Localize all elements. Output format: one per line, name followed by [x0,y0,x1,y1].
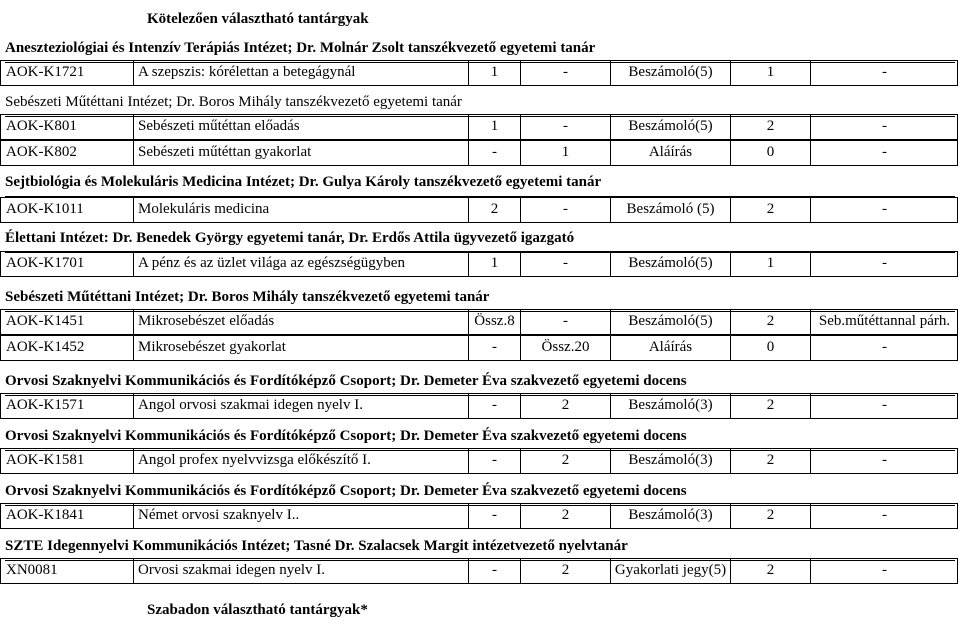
table-row [0,503,958,529]
row-right-border [957,394,958,418]
section-header: Orvosi Szaknyelvi Kommunikációs és Fordítóképző Csoport; Dr. Demeter Éva szakvezető egyetemi docens [5,426,955,451]
table-row [0,393,958,419]
row-right-border [957,252,958,276]
section-header: Sejtbiológia és Molekuláris Medicina Intézet; Dr. Gulya Károly tanszékvezető egyetemi tanár [5,172,955,197]
cell-gy: 2 [520,449,610,473]
cell-ea: 1 [468,115,520,139]
cell-ev: Aláírás [610,336,730,360]
cell-kr: 2 [730,310,810,334]
row-right-border [957,449,958,473]
cell-ev: Beszámoló(5) [610,310,730,334]
cell-kr: 1 [730,252,810,276]
cell-code: AOK-K802 [0,141,133,165]
cell-ea: - [468,394,520,418]
cell-name: Német orvosi szaknyelv I.. [133,504,468,528]
cell-gy: 2 [520,504,610,528]
cell-el: - [810,198,958,222]
cell-gy: 2 [520,559,610,583]
cell-code: XN0081 [0,559,133,583]
cell-ev: Beszámoló(3) [610,449,730,473]
cell-kr: 2 [730,504,810,528]
cell-code: AOK-K1841 [0,504,133,528]
cell-kr: 2 [730,198,810,222]
cell-ea: - [468,141,520,165]
row-right-border [957,310,958,334]
row-right-border [957,504,958,528]
cell-kr: 2 [730,449,810,473]
table-row [0,251,958,277]
cell-name: Sebészeti műtéttan gyakorlat [133,141,468,165]
cell-ea: - [468,504,520,528]
table-row [0,114,958,140]
cell-ev: Beszámoló(5) [610,252,730,276]
cell-name: A szepszis: kórélettan a betegágynál [133,61,468,85]
cell-ea: - [468,559,520,583]
table-row [0,197,958,223]
cell-gy: - [520,61,610,85]
cell-gy: - [520,252,610,276]
cell-name: Orvosi szakmai idegen nyelv I. [133,559,468,583]
table-row [0,558,958,584]
cell-el: - [810,141,958,165]
section-header: Sebészeti Műtéttani Intézet; Dr. Boros Mihály tanszékvezető egyetemi tanár [5,287,955,312]
heading-required-electives: Kötelezően választható tantárgyak [147,11,369,27]
cell-gy: - [520,310,610,334]
cell-code: AOK-K1011 [0,198,133,222]
cell-el: - [810,252,958,276]
cell-code: AOK-K1452 [0,336,133,360]
row-right-border [957,141,958,165]
cell-gy: Össz.20 [520,336,610,360]
table-row [0,309,958,335]
cell-el: - [810,394,958,418]
cell-kr: 2 [730,559,810,583]
cell-el: - [810,61,958,85]
row-right-border [957,336,958,360]
cell-el: - [810,504,958,528]
cell-ev: Beszámoló (5) [610,198,730,222]
heading-free-electives: Szabadon választható tantárgyak* [147,602,368,618]
cell-el: - [810,559,958,583]
cell-ea: - [468,336,520,360]
section-header: Orvosi Szaknyelvi Kommunikációs és Fordítóképző Csoport; Dr. Demeter Éva szakvezető egyetemi docens [5,481,955,506]
cell-gy: - [520,115,610,139]
cell-el: Seb.műtéttannal párh. [810,310,958,334]
cell-kr: 2 [730,115,810,139]
cell-code: AOK-K1701 [0,252,133,276]
cell-code: AOK-K1451 [0,310,133,334]
cell-ea: Össz.8 [468,310,520,334]
cell-el: - [810,449,958,473]
cell-gy: 2 [520,394,610,418]
section-header: Sebészeti Műtéttani Intézet; Dr. Boros Mihály tanszékvezető egyetemi tanár [5,92,955,117]
cell-code: AOK-K801 [0,115,133,139]
cell-ea: - [468,449,520,473]
cell-ea: 1 [468,61,520,85]
cell-name: Mikrosebészet gyakorlat [133,336,468,360]
cell-gy: - [520,198,610,222]
cell-ev: Beszámoló(3) [610,394,730,418]
cell-ev: Gyakorlati jegy(5) [610,559,730,583]
cell-gy: 1 [520,141,610,165]
cell-ea: 2 [468,198,520,222]
cell-kr: 0 [730,336,810,360]
cell-ev: Beszámoló(3) [610,504,730,528]
cell-el: - [810,115,958,139]
table-row [0,335,958,361]
cell-kr: 1 [730,61,810,85]
cell-name: Molekuláris medicina [133,198,468,222]
row-right-border [957,198,958,222]
cell-code: AOK-K1571 [0,394,133,418]
cell-name: Mikrosebészet előadás [133,310,468,334]
cell-ev: Beszámoló(5) [610,61,730,85]
cell-ev: Beszámoló(5) [610,115,730,139]
cell-name: Sebészeti műtéttan előadás [133,115,468,139]
table-row [0,60,958,86]
cell-name: Angol profex nyelvvizsga előkészítő I. [133,449,468,473]
row-right-border [957,559,958,583]
cell-kr: 2 [730,394,810,418]
section-header: Élettani Intézet: Dr. Benedek György egyetemi tanár, Dr. Erdős Attila ügyvezető igazgató [5,228,955,253]
cell-ev: Aláírás [610,141,730,165]
table-row [0,448,958,474]
table-row [0,140,958,166]
cell-kr: 0 [730,141,810,165]
cell-code: AOK-K1721 [0,61,133,85]
section-header: SZTE Idegennyelvi Kommunikációs Intézet; Tasné Dr. Szalacsek Margit intézetvezető nyelvtanár [5,536,955,561]
section-header: Aneszteziológiai és Intenzív Terápiás Intézet; Dr. Molnár Zsolt tanszékvezető egyetemi tanár [5,38,955,63]
cell-ea: 1 [468,252,520,276]
row-right-border [957,61,958,85]
cell-code: AOK-K1581 [0,449,133,473]
cell-name: A pénz és az üzlet világa az egészségügyben [133,252,468,276]
row-right-border [957,115,958,139]
cell-name: Angol orvosi szakmai idegen nyelv I. [133,394,468,418]
cell-el: - [810,336,958,360]
section-header: Orvosi Szaknyelvi Kommunikációs és Fordítóképző Csoport; Dr. Demeter Éva szakvezető egyetemi docens [5,371,955,396]
